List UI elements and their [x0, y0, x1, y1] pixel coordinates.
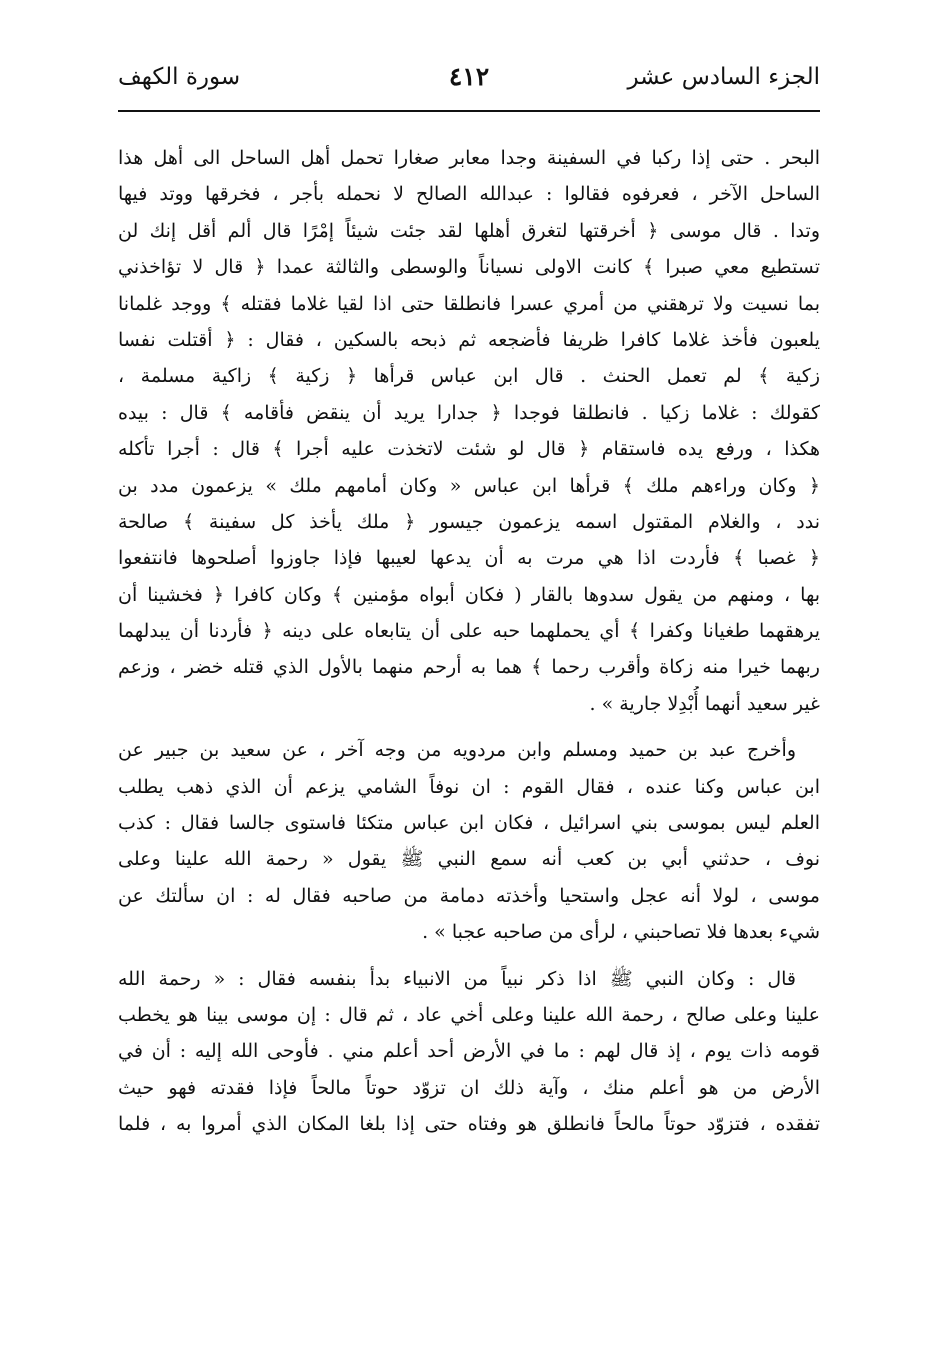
running-head-surah: سورة الكهف	[118, 64, 241, 90]
text-line: البحر . حتى إذا ركبا في السفينة وجدا معابر صغارا تحمل أهل الساحل الى أهل هذا	[118, 147, 820, 169]
page-body	[118, 140, 820, 1143]
text-line: بما نسيت ولا ترهقني من أمري عسرا فانطلقا حتى اذا لقيا غلاما فقتله ﴾ ووجد غلمانا	[118, 292, 820, 315]
paragraph	[118, 140, 820, 722]
text-line: ابن عباس وكنا عنده ، فقال القوم : ان نوفاً الشامي يزعم أن الذي ذهب يطلب	[118, 775, 820, 798]
paragraph	[118, 961, 820, 1143]
text-line: ﴿ وكان وراءهم ملك ﴾ قرأها ابن عباس « وكان أمامهم ملك » يزعمون مدد بن	[118, 474, 820, 497]
text-line: ندد ، والغلام المقتول اسمه يزعمون جيسور ﴿ ملك يأخذ كل سفينة ﴾ صالحة	[118, 510, 820, 533]
text-line: كقولك : غلاما زكيا . فانطلقا فوجدا ﴿ جدارا يريد أن ينقض فأقامه ﴾ قال : بيده	[118, 401, 820, 424]
text-line: الساحل الآخر ، فعرفوه فقالوا : عبدالله الصالح لا نحمله بأجر ، فخرقها ووتد فيها	[118, 183, 820, 206]
text-line: تستطيع معي صبرا ﴾ كانت الاولى نسياناً والوسطى والثالثة عمدا ﴿ قال لا تؤاخذني	[118, 256, 820, 279]
text-line: بها ، ومنهم من يقول سدوها بالقار ( فكان أبواه مؤمنين ﴾ وكان كافرا ﴿ فخشينا أن	[118, 583, 820, 606]
text-line: شيء بعدها فلا تصاحبني ، لرأى من صاحبه عجبا » .	[422, 921, 820, 944]
text-line: ﴿ غصبا ﴾ فأردت اذا هي مرت به أن يدعها لعيبها فإذا جاوزوا أصلحوها فانتفعوا	[118, 547, 820, 570]
text-line: هكذا ، ورفع يده فاستقام ﴿ قال لو شئت لاتخذت عليه أجرا ﴾ قال : أجرا تأكله	[118, 438, 820, 461]
text-line: يلعبون فأخذ غلاما كافرا ظريفا فأضجعه ثم ذبحه بالسكين ، فقال : ﴿ أقتلت نفسا	[118, 328, 820, 351]
text-line: نوف ، حدثني أبي بن كعب أنه سمع النبي ﷺ يقول « رحمة الله علينا وعلى	[118, 848, 820, 871]
text-line: تفقده ، فتزوّد حوتاً مالحاً فانطلق هو وفتاه حتى إذا بلغا المكان الذي أمروا به ، فلما	[118, 1113, 820, 1136]
text-line: يرهقهما طغيانا وكفرا ﴾ أي يحملهما حبه على أن يتابعاه على دينه ﴿ فأردنا أن يبدلهما	[118, 620, 820, 643]
text-line: موسى ، لولا أنه عجل واستحيا وأخذته دمامة من صاحبه فقال له : ان سألتك عن	[118, 884, 820, 907]
text-line: قال : وكان النبي ﷺ اذا ذكر نبياً من الانبياء بدأ بنفسه فقال : « رحمة الله	[118, 967, 796, 990]
running-head-part: الجزء السادس عشر	[627, 64, 820, 90]
text-line: ربهما خيرا منه زكاة وأقرب رحما ﴾ هما به أرحم منهما بالأول الذي قتله خضر ، وزعم	[118, 656, 820, 679]
page-header	[118, 60, 820, 104]
text-line: زكية ﴾ لم تعمل الحنث . قال ابن عباس قرأها ﴿ زكية ﴾ زاكية مسلمة ،	[118, 365, 820, 388]
page-number: ٤١٢	[448, 62, 490, 91]
text-line: الأرض من هو أعلم منك ، وآية ذلك ان تزوّد حوتاً مالحاً فإذا فقدته فهو حيث	[118, 1076, 820, 1099]
text-line: قومه ذات يوم ، إذ قال لهم : ما في الأرض أحد أعلم مني . فأوحى الله إليه : أن في	[118, 1040, 820, 1063]
text-line: وتدا . قال موسى ﴿ أخرقتها لتغرق أهلها لقد جئت شيئاً إمْرًا قال ألم أقل إنك لن	[118, 219, 820, 242]
paragraph	[118, 732, 820, 950]
text-line: علينا وعلى صالح ، رحمة الله علينا وعلى أخي عاد ، ثم قال : إن موسى بينا هو يخطب	[118, 1003, 820, 1026]
text-line: غير سعيد أنهما أُبْدِلا جارية » .	[589, 692, 820, 715]
header-rule	[118, 110, 820, 112]
text-line: وأخرج عبد بن حميد ومسلم وابن مردويه من وجه آخر ، عن سعيد بن جبير عن	[118, 739, 796, 762]
text-line: العلم ليس بموسى بني اسرائيل ، فكان ابن عباس متكئا فاستوى جالسا فقال : كذب	[118, 812, 820, 835]
